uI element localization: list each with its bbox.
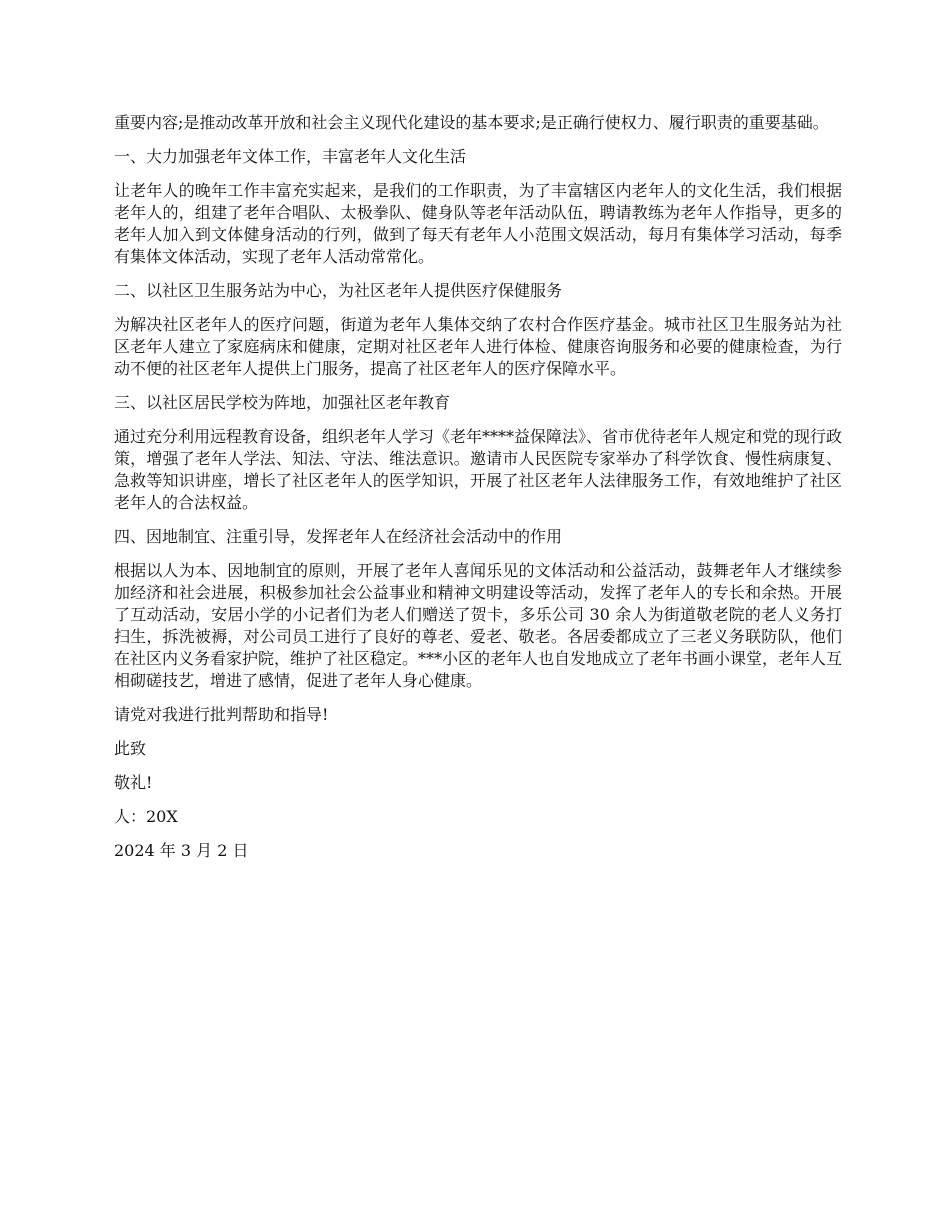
section-3-paragraph: 通过充分利用远程教育设备，组织老年人学习《老年****益保障法》、省市优待老年人规定和党的现行政策，增强了老年人学法、知法、守法、维法意识。邀请市人民医院专家举办了科学饮食、慢性病康复、急救等知识讲座，增长了社区老年人的医学知识，开展了社区老年人法律服务工作，有效地维护了社区老年人的合法权益。 — [114, 427, 843, 512]
document-body — [114, 112, 842, 874]
section-4-paragraph: 根据以人为本、因地制宜的原则，开展了老年人喜闻乐见的文体活动和公益活动，鼓舞老年人才继续参加经济和社会进展，积极参加社会公益事业和精神文明建设等活动，发挥了老年人的专长和余热。开展了互动活动，安居小学的小记者们为老人们赠送了贺卡，多乐公司 30 余人为街道敬老院的老人义务打扫生，拆洗被褥，对公司员工进行了良好的尊老、爱老、敬老。各居委都成立了三老义务联防队，他们在社区内义务看家护院，维护了社区稳定。***小区的老年人也自发地成立了老年书画小课堂，老年人互相砌磋技艺，增进了感情，促进了老年人身心健康。 — [114, 561, 843, 690]
section-heading-3: 三、以社区居民学校为阵地，加强社区老年教育 — [114, 393, 451, 412]
section-heading-4: 四、因地制宜、注重引导，发挥老年人在经济社会活动中的作用 — [114, 527, 563, 546]
salutation-line-1: 此致 — [114, 739, 147, 758]
signature-line: 人：20X — [114, 807, 178, 826]
section-heading-1: 一、大力加强老年文体工作，丰富老年人文化生活 — [114, 147, 467, 166]
intro-paragraph: 重要内容;是推动改革开放和社会主义现代化建设的基本要求;是正确行使权力、履行职责的重要基础。 — [114, 113, 829, 132]
section-heading-2: 二、以社区卫生服务站为中心，为社区老年人提供医疗保健服务 — [114, 281, 563, 300]
salutation-line-2: 敬礼! — [114, 773, 153, 792]
closing-request: 请党对我进行批判帮助和指导! — [114, 705, 329, 724]
section-1-paragraph: 让老年人的晚年工作丰富充实起来，是我们的工作职责，为了丰富辖区内老年人的文化生活，我们根据老年人的，组建了老年合唱队、太极拳队、健身队等老年活动队伍，聘请教练为老年人作指导，更多的老年人加入到文体健身活动的行列，做到了每天有老年人小范围文娱活动，每月有集体学习活动，每季有集体文体活动，实现了老年人活动常常化。 — [114, 181, 842, 266]
date-line: 2024 年 3 月 2 日 — [114, 841, 249, 860]
section-2-paragraph: 为解决社区老年人的医疗问题，街道为老年人集体交纳了农村合作医疗基金。城市社区卫生服务站为社区老年人建立了家庭病床和健康，定期对社区老年人进行体检、健康咨询服务和必要的健康检查，为行动不便的社区老年人提供上门服务，提高了社区老年人的医疗保障水平。 — [114, 315, 842, 378]
